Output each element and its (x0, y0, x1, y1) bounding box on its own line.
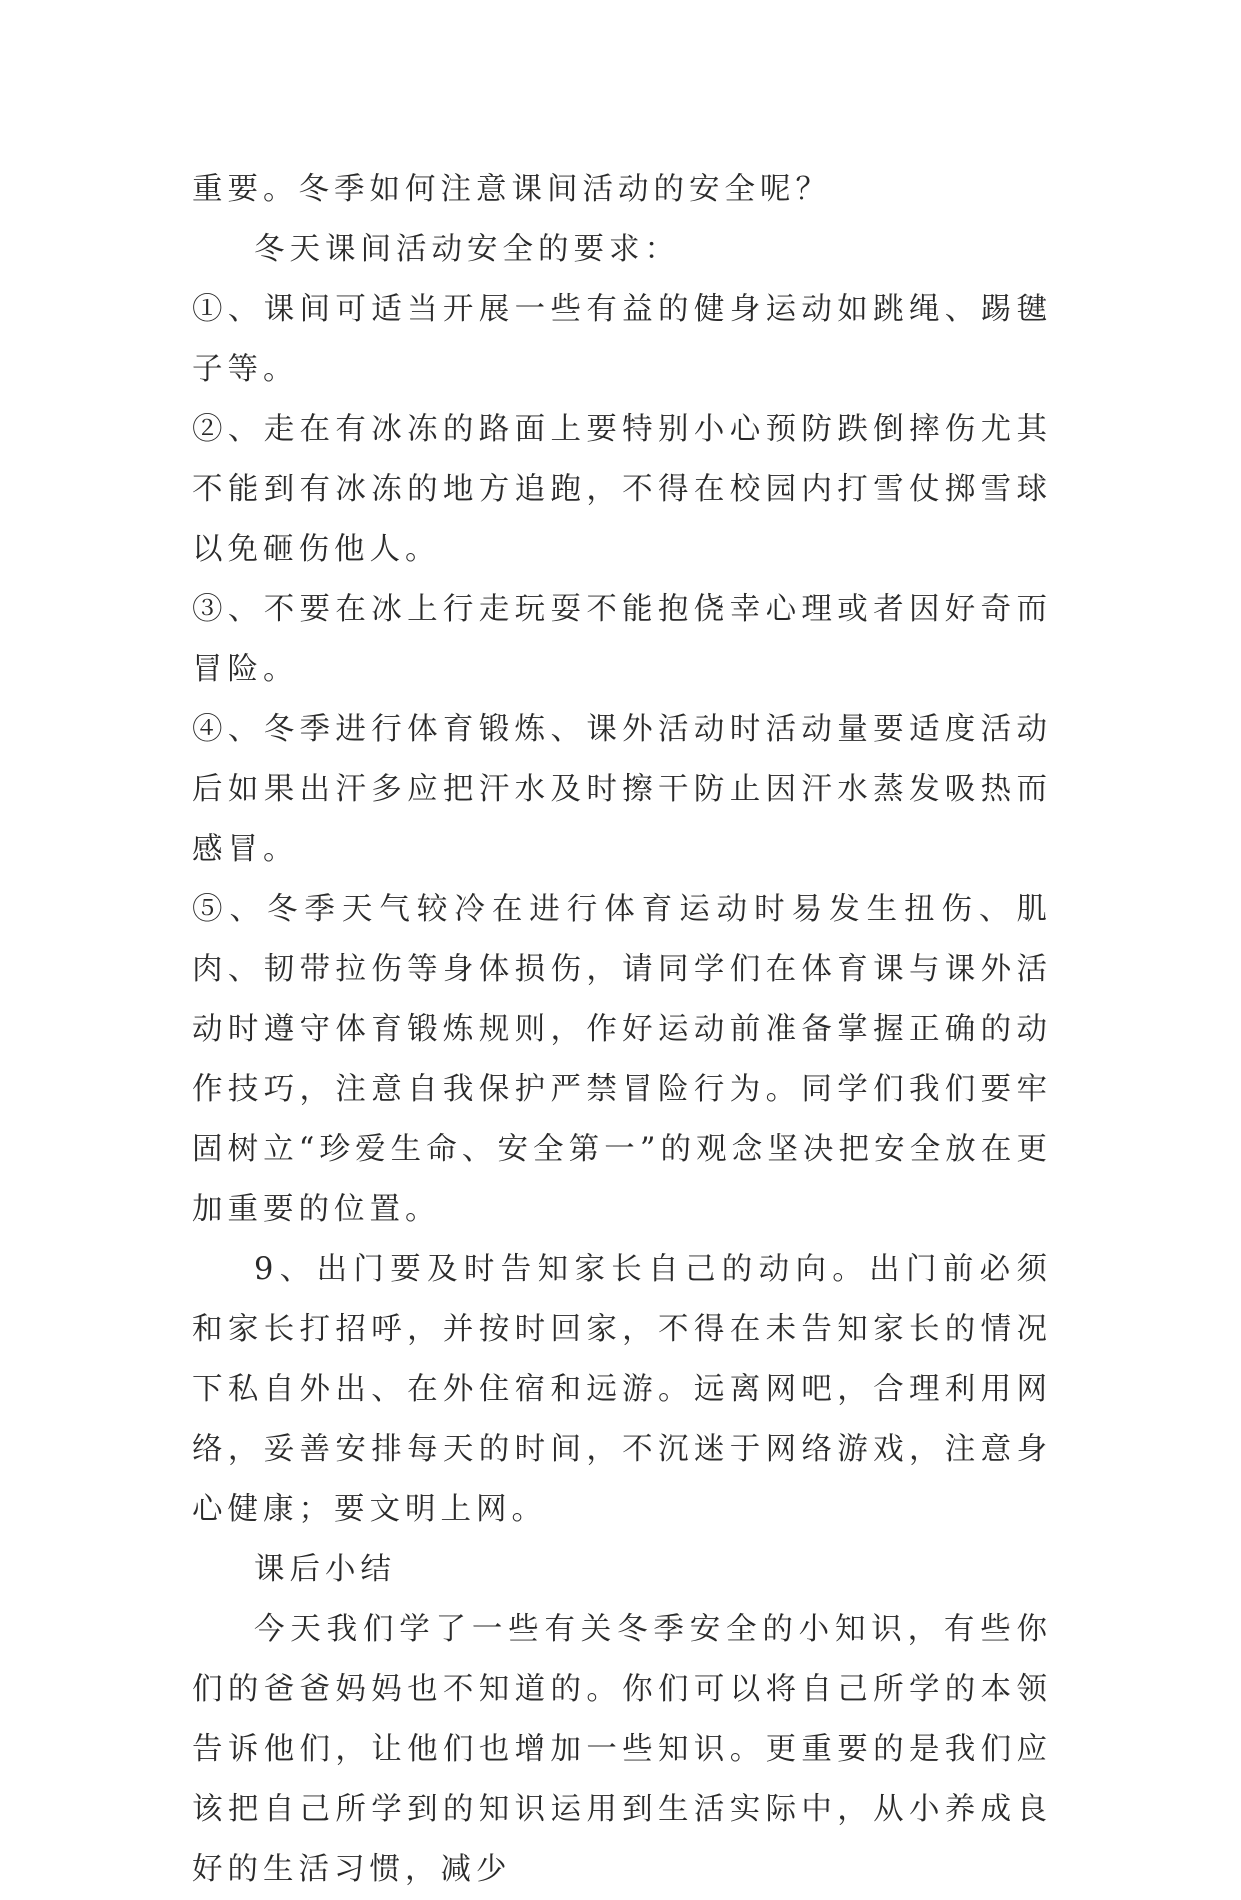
list-item-5: ⑤、冬季天气较冷在进行体育运动时易发生扭伤、肌肉、韧带拉伤等身体损伤，请同学们在体育课与课外活动时遵守体育锻炼规则，作好运动前准备掌握正确的动作技巧，注意自我保护严禁冒险行为。同学们我们要牢固树立“珍爱生命、安全第一”的观念坚决把安全放在更加重要的位置。 (192, 892, 1052, 1227)
paragraph-summary: 今天我们学了一些有关冬季安全的小知识，有些你们的爸爸妈妈也不知道的。你们可以将自己所学的本领告诉他们，让他们也增加一些知识。更重要的是我们应该把自己所学到的知识运用到生活实际中，从小养成良好的生活习惯，减少 (192, 1612, 1052, 1887)
list-item-1: ①、课间可适当开展一些有益的健身运动如跳绳、踢毽子等。 (192, 292, 1052, 387)
document-body (192, 160, 1052, 1900)
paragraph-item-9: 9、出门要及时告知家长自己的动向。出门前必须和家长打招呼，并按时回家，不得在未告知家长的情况下私自外出、在外住宿和远游。远离网吧，合理利用网络，妥善安排每天的时间，不沉迷于网络游戏，注意身心健康；要文明上网。 (192, 1252, 1052, 1527)
list-item-4: ④、冬季进行体育锻炼、课外活动时活动量要适度活动后如果出汗多应把汗水及时擦干防止因汗水蒸发吸热而感冒。 (192, 712, 1052, 867)
paragraph-continuation: 重要。冬季如何注意课间活动的安全呢？ (192, 172, 831, 207)
paragraph-winter-break-requirements-heading: 冬天课间活动安全的要求： (254, 232, 680, 267)
list-item-2: ②、走在有冰冻的路面上要特别小心预防跌倒摔伤尤其不能到有冰冻的地方追跑，不得在校园内打雪仗掷雪球以免砸伤他人。 (192, 412, 1052, 567)
list-item-3: ③、不要在冰上行走玩耍不能抱侥幸心理或者因好奇而冒险。 (192, 592, 1052, 687)
section-heading-summary: 课后小结 (254, 1552, 396, 1587)
